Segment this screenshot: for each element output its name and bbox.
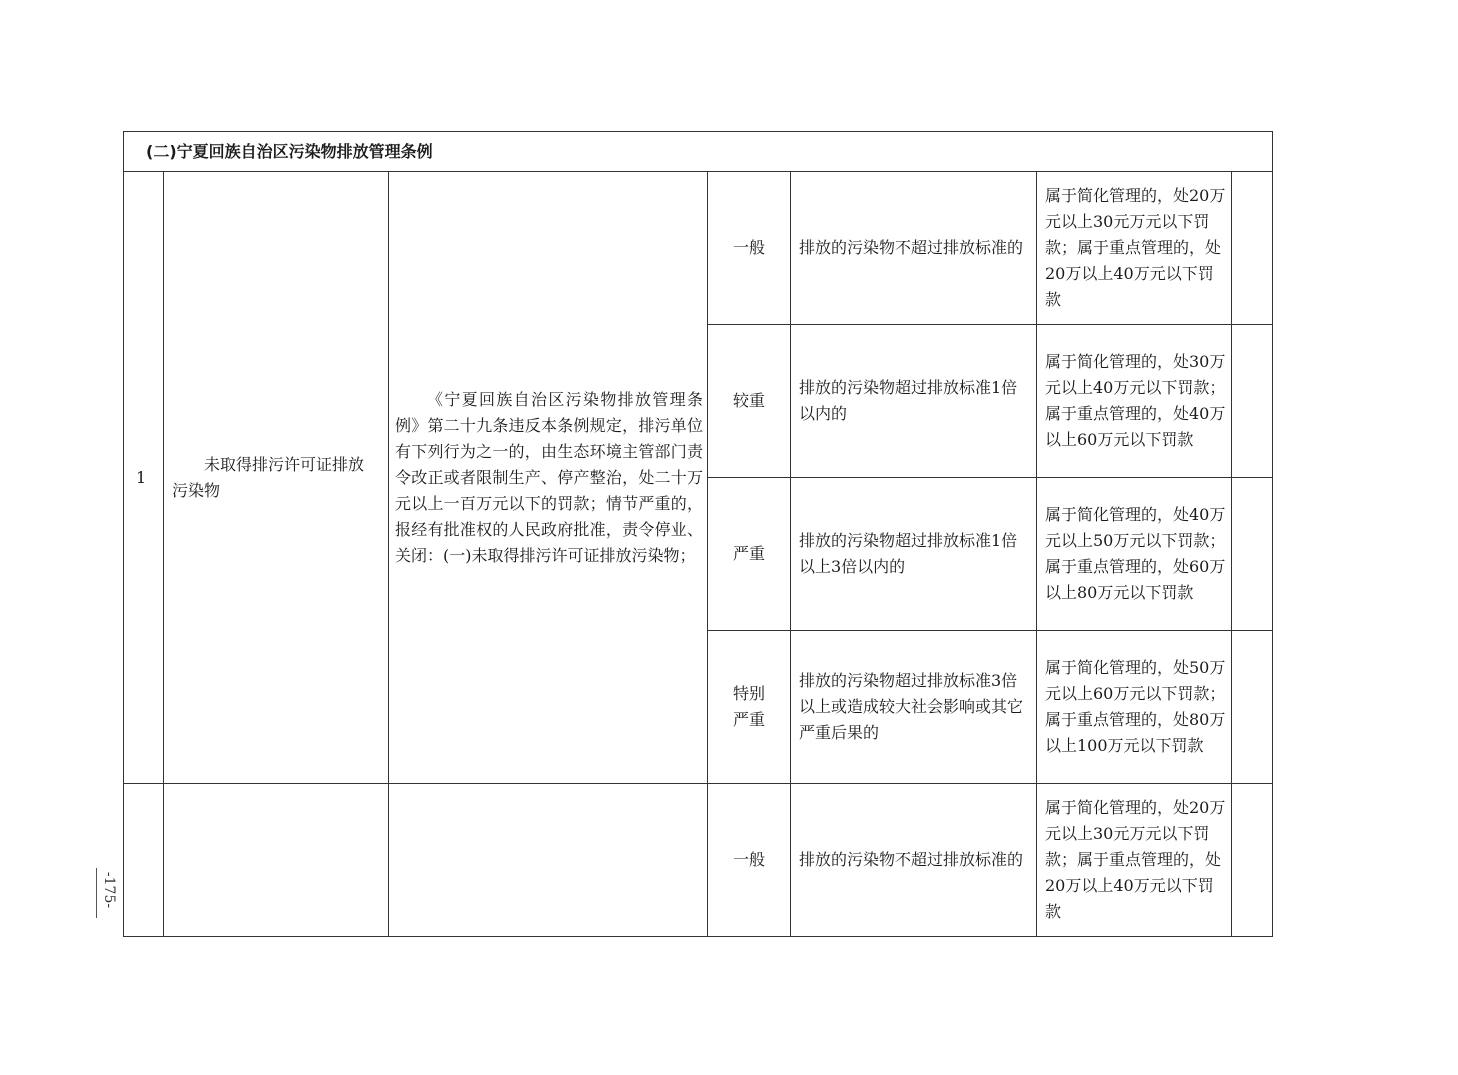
- circumstance-cell: 排放的污染物超过排放标准1倍以上3倍以内的: [791, 478, 1037, 631]
- penalty-standard-cell: 属于简化管理的，处30万元以上40万元以下罚款；属于重点管理的，处40万以上60万元以下罚款: [1037, 325, 1232, 478]
- legal-basis: 《宁夏回族自治区污染物排放管理条例》第二十九条违反本条例规定，排污单位有下列行为之一的，由生态环境主管部门责令改正或者限制生产、停产整治，处二十万元以上一百万元以下的罚款；情节严重的，报经有批准权的人民政府批准，责令停业、关闭：(一)未取得排污许可证排放污染物；: [389, 172, 708, 784]
- level-cell: 一般: [708, 784, 791, 937]
- table-row: [124, 784, 1273, 937]
- remark-cell: [1232, 478, 1273, 631]
- level-line: 特别: [732, 684, 765, 703]
- level-cell: [708, 631, 791, 784]
- circumstance-cell: 排放的污染物不超过排放标准的: [791, 172, 1037, 325]
- remark-cell: [1232, 172, 1273, 325]
- section-title: (二)宁夏回族自治区污染物排放管理条例: [124, 132, 1273, 172]
- item-number: [124, 784, 164, 937]
- level-line: 严重: [732, 710, 765, 729]
- circumstance-cell: 排放的污染物不超过排放标准的: [791, 784, 1037, 937]
- remark-cell: [1232, 325, 1273, 478]
- violation-behavior: [164, 784, 389, 937]
- table-row: [124, 172, 1273, 325]
- penalty-standard-cell: 属于简化管理的，处40万元以上50万元以下罚款；属于重点管理的，处60万以上80万元以下罚款: [1037, 478, 1232, 631]
- item-number: 1: [124, 172, 164, 784]
- legal-basis: [389, 784, 708, 937]
- circumstance-cell: 排放的污染物超过排放标准1倍以内的: [791, 325, 1037, 478]
- circumstance-cell: 排放的污染物超过排放标准3倍以上或造成较大社会影响或其它严重后果的: [791, 631, 1037, 784]
- level-cell: 严重: [708, 478, 791, 631]
- page-number: -175-: [96, 868, 123, 918]
- remark-cell: [1232, 784, 1273, 937]
- penalty-standard-cell: 属于简化管理的，处20万元以上30元万元以下罚款；属于重点管理的，处20万以上40万元以下罚款: [1037, 172, 1232, 325]
- remark-cell: [1232, 631, 1273, 784]
- penalty-standard-cell: 属于简化管理的，处20万元以上30元万元以下罚款；属于重点管理的，处20万以上40万元以下罚款: [1037, 784, 1232, 937]
- violation-behavior: 未取得排污许可证排放污染物: [164, 172, 389, 784]
- level-cell: 一般: [708, 172, 791, 325]
- level-cell: 较重: [708, 325, 791, 478]
- penalty-standard-cell: 属于简化管理的，处50万元以上60万元以下罚款；属于重点管理的，处80万以上100万元以下罚款: [1037, 631, 1232, 784]
- penalty-standard-table: [123, 131, 1273, 937]
